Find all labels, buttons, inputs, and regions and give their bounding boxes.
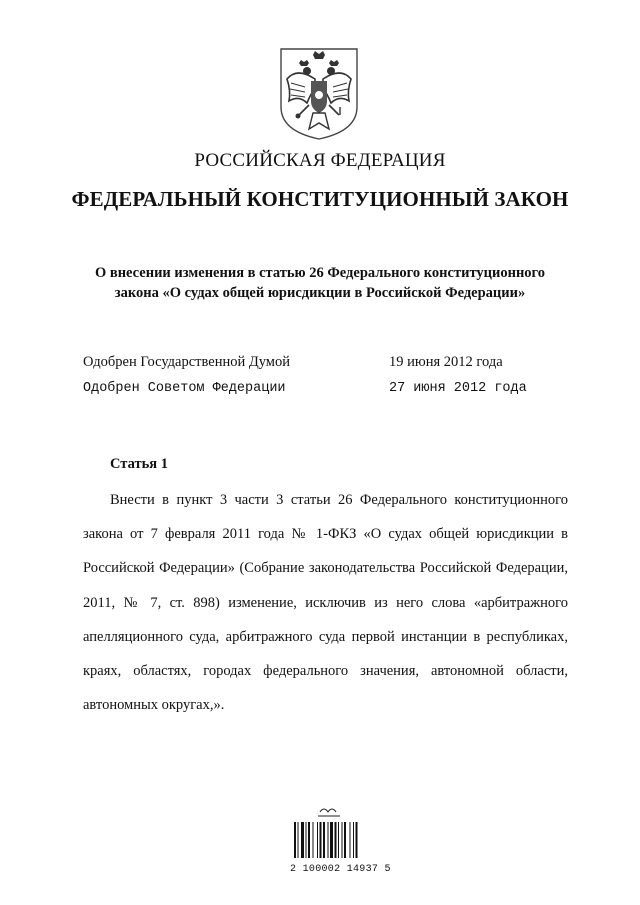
law-subject: О внесении изменения в статью 26 Федерального конституционного закона «О судах общей юрисдикции в Российской Федерации» bbox=[94, 265, 546, 301]
approval-state-duma bbox=[83, 354, 553, 371]
approval-date: 19 июня 2012 года bbox=[389, 354, 503, 370]
approval-date: 27 июня 2012 года bbox=[389, 381, 527, 396]
approval-federation-council bbox=[83, 381, 553, 396]
approval-label: Одобрен Государственной Думой bbox=[83, 354, 290, 370]
approval-label: Одобрен Советом Федерации bbox=[83, 381, 286, 396]
article-body: Внести в пункт 3 части 3 статьи 26 Федерального конституционного закона от 7 февраля 2011 года № 1-ФКЗ «О судах общей юрисдикции в Российской Федерации» (Собрание законодательства Российской Федерации, 2011, № 7, ст. 898) изменение, исключив из него слова «арбитражного апелляционного суда, арбитражного суда первой инстанции в республиках, краях, областях, городах федерального значения, автономной области, автономных округах,». bbox=[83, 492, 568, 714]
barcode bbox=[292, 808, 382, 860]
document-type-title: ФЕДЕРАЛЬНЫЙ КОНСТИТУЦИОННЫЙ ЗАКОН bbox=[71, 187, 569, 211]
article-heading: Статья 1 bbox=[110, 456, 168, 472]
barcode-number: 2 100002 14937 5 bbox=[290, 864, 391, 875]
country-name: РОССИЙСКАЯ ФЕДЕРАЦИЯ bbox=[194, 150, 446, 171]
coat-of-arms-icon bbox=[277, 45, 361, 141]
